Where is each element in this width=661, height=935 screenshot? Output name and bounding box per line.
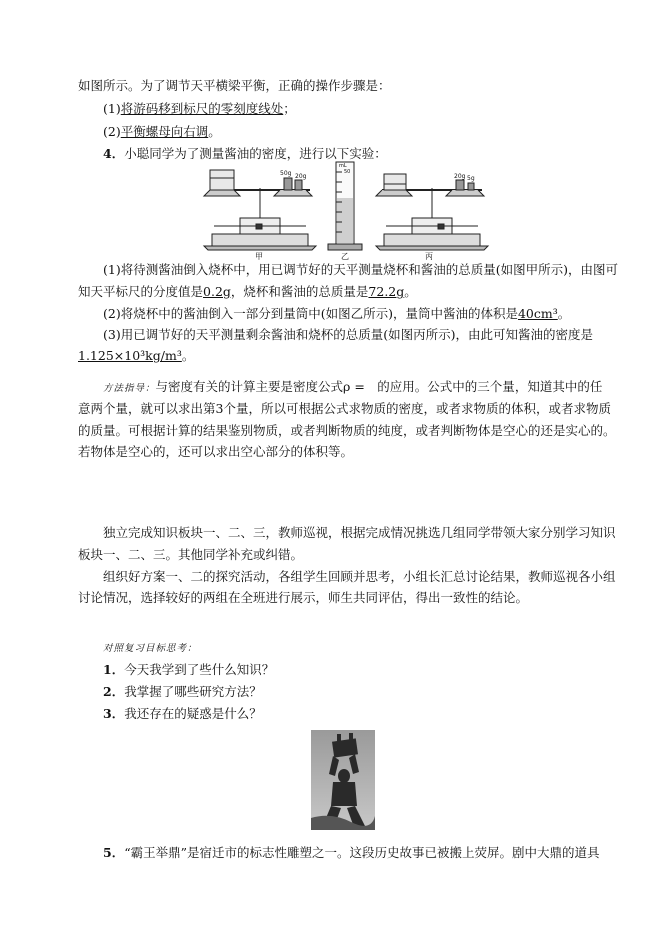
answer-total-mass: 72.2g [368, 284, 405, 299]
balance-jia [204, 170, 316, 250]
activity-line-4: 讨论情况，选择较好的两组在全班进行展示，师生共同评估，得出一致性的结论。 [78, 590, 529, 605]
cylinder-top-mark: 50 [344, 169, 351, 175]
text: ，烧杯和酱油的总质量是 [230, 284, 369, 299]
text: 与密度有关的计算主要是密度公式ρ = 的应用。公式中的三个量，知道其中的任 [155, 379, 603, 394]
activity-line-1: 独立完成知识板块一、二、三，教师巡视，根据完成情况挑选几组同学带领大家分别学习知识 [103, 525, 616, 540]
method-line-1 [103, 379, 602, 397]
weight-label: 50g [280, 170, 292, 177]
review-item [103, 684, 262, 700]
step-1-prefix: (1) [103, 101, 121, 116]
method-line-4: 若物体是空心的，还可以求出空心部分的体积等。 [78, 444, 354, 459]
step-1-suffix: ； [283, 101, 296, 116]
item-text: 我还存在的疑惑是什么？ [124, 706, 262, 721]
text: 。 [404, 284, 417, 299]
text: 。 [557, 306, 571, 321]
text: 知天平标尺的分度值是 [78, 284, 204, 299]
item-text: 今天我学到了些什么知识？ [124, 662, 275, 677]
intro-line: 如图所示。为了调节天平横梁平衡，正确的操作步骤是： [78, 78, 391, 93]
text: (2)将烧杯中的酱油倒入一部分到量筒中(如图乙所示)，量筒中酱油的体积是 [103, 306, 518, 321]
weight-label: 20g [295, 173, 307, 180]
step-2-suffix: 。 [208, 124, 221, 139]
q4-part3-answer-line [78, 348, 194, 364]
item-number: 3． [103, 706, 125, 721]
question-number: 4． [103, 146, 125, 161]
figure-label-bing: 丙 [425, 252, 433, 260]
item-number: 2． [103, 684, 125, 699]
weight-label: 5g [467, 175, 475, 182]
figure-label-yi: 乙 [341, 252, 349, 260]
step-1-answer: 将游码移到标尺的零刻度线处 [120, 101, 284, 116]
balance-bing [376, 174, 488, 250]
text: 。 [181, 348, 195, 363]
method-label: 方法指导： [103, 383, 156, 394]
review-item [103, 662, 274, 678]
step-2-prefix: (2) [103, 124, 121, 139]
item-number: 1． [103, 662, 125, 677]
activity-line-3: 组织好方案一、二的探究活动，各组学生回顾并思考，小组长汇总讨论结果，教师巡视各小组 [103, 569, 616, 584]
question-text: 小聪同学为了测量酱油的密度，进行以下实验： [124, 146, 387, 161]
q4-part3: (3)用已调节好的天平测量剩余酱油和烧杯的总质量(如图丙所示)，由此可知酱油的密度是 [103, 327, 593, 342]
answer-division-value: 0.2g [203, 284, 231, 299]
step-2 [103, 124, 221, 140]
method-line-3: 的质量。可根据计算的结果鉴别物质，或者判断物质的纯度，或者判断物体是空心的还是实心的。 [78, 423, 616, 438]
experiment-figure [200, 160, 490, 260]
cylinder-unit: mL [339, 163, 347, 169]
answer-volume: 40cm³ [517, 306, 558, 321]
question-5 [103, 845, 600, 861]
q4-part1-b [78, 284, 417, 300]
measuring-cylinder [328, 162, 362, 250]
question-number: 5． [103, 845, 125, 860]
step-1 [103, 101, 296, 117]
question-text: “霸王举鼎”是宿迁市的标志性雕塑之一。这段历史故事已被搬上荧屏。剧中大鼎的道具 [124, 845, 600, 860]
statue-photo [311, 730, 375, 830]
activity-line-2: 板块一、二、三。其他同学补充或纠错。 [78, 547, 304, 562]
q4-part2 [103, 306, 570, 322]
method-line-2: 意两个量，就可以求出第3个量，所以可根据公式求物质的密度，或者求物质的体积，或者求物质 [78, 401, 611, 416]
weight-label: 20g [454, 173, 466, 180]
review-item [103, 706, 262, 722]
answer-density: 1.125×10³kg/m³ [78, 348, 182, 363]
step-2-answer: 平衡螺母向右调 [120, 124, 209, 139]
figure-label-jia: 甲 [255, 252, 263, 260]
review-label: 对照复习目标思考： [103, 643, 198, 654]
item-text: 我掌握了哪些研究方法？ [124, 684, 262, 699]
q4-part1-a: (1)将待测酱油倒入烧杯中，用已调节好的天平测量烧杯和酱油的总质量(如图甲所示)，由图可 [103, 262, 618, 277]
